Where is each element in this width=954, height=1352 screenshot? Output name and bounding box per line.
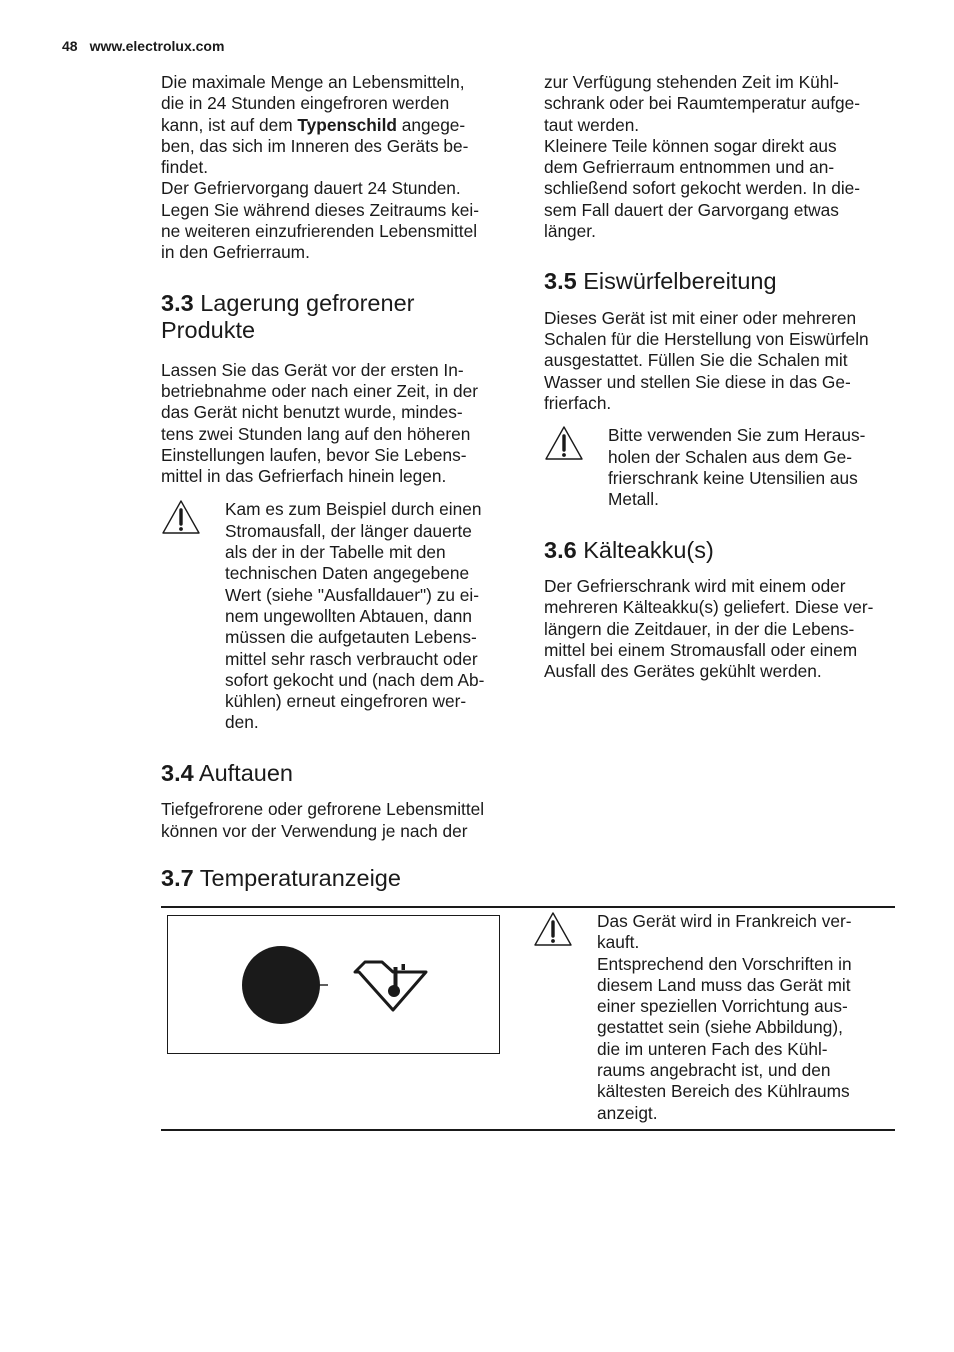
text-line: anzeigt. [597,1102,658,1123]
warning-triangle-icon [161,499,201,535]
text-line: Die maximale Menge an Lebensmitteln, [161,72,465,92]
text-line: Der Gefrierschrank wird mit einem oder [544,576,846,597]
table-top-rule [161,906,895,908]
text-line: Der Gefriervorgang dauert 24 Stunden. [161,178,461,199]
section-title: Kälteakku(s) [576,536,714,563]
text-line: schließend sofort gekocht werden. In die- [544,178,861,199]
text-line: Stromausfall, der länger dauerte [225,520,472,541]
text-line: diesem Land muss das Gerät mit [597,974,851,995]
text-line: ben, das sich im Inneren des Geräts be- [161,135,469,156]
text-line: tens zwei Stunden lang auf den höheren [161,423,471,444]
text-line: schrank oder bei Raumtemperatur aufge- [544,93,861,114]
section-heading-3-7 [161,865,401,893]
text-line: mittel in das Gefrierfach hinein legen. [161,466,447,487]
text-line: Ausfall des Gerätes gekühlt werden. [544,661,822,682]
page-number: 48 [62,38,78,54]
section-3-6-paragraph [544,576,896,682]
text-line: sofort gekocht und (nach dem Ab- [225,669,485,690]
text-line: kühlen) erneut eingefroren wer- [225,691,467,712]
text-line: den. [225,712,259,733]
warning-box-3-7 [533,911,949,1124]
continued-paragraph [544,72,896,242]
section-number: 3.6 [544,536,577,563]
text-line: einer speziellen Vorrichtung aus- [597,996,848,1017]
text-line: angege- [396,114,466,135]
text-line: Entsprechend den Vorschriften in [597,953,852,974]
text-line: betriebnahme oder nach einer Zeit, in der [161,380,479,401]
text-line: das Gerät nicht benutzt wurde, mindes- [161,402,463,423]
text-line: längern die Zeitdauer, in der die Lebens- [544,618,855,639]
section-3-5-paragraph [544,308,896,414]
warning-text [597,911,949,1124]
section-heading-3-6 [544,537,896,565]
text-line: findet. [161,157,209,178]
text-line: mittel sehr rasch verbraucht oder [225,648,478,669]
section-heading-3-4 [161,760,513,788]
right-column [544,72,896,683]
text-line: mittel bei einem Stromausfall oder einem [544,639,858,660]
text-line: Kam es zum Beispiel durch einen [225,499,482,520]
section-title: Produkte [161,317,256,344]
text-line: Wert (siehe "Ausfalldauer") zu ei- [225,584,479,605]
text-line: frierfach. [544,393,612,414]
text-line: Lassen Sie das Gerät vor der ersten In- [161,359,464,380]
section-title: Lagerung gefrorener [193,289,415,316]
text-line: können vor der Verwendung je nach der [161,820,468,841]
text-line: Kleinere Teile können sogar direkt aus [544,135,837,156]
text-line: Legen Sie während dieses Zeitraums kei- [161,199,479,220]
website-url: www.electrolux.com [89,38,225,54]
section-heading-3-3 [161,290,513,345]
warning-triangle-icon [533,911,573,947]
table-bottom-rule [161,1129,895,1131]
text-line: Tiefgefrorene oder gefrorene Lebensmittel [161,799,485,820]
temperature-indicator-illustration [168,916,498,1052]
intro-paragraph [161,72,513,264]
text-line: holen der Schalen aus dem Ge- [608,446,853,467]
left-column [161,72,513,842]
text-line: sem Fall dauert der Garvorgang etwas [544,199,839,220]
text-line: Schalen für die Herstellung von Eiswürfeln [544,329,869,350]
section-title: Eiswürfelbereitung [576,268,777,295]
warning-box-3-5 [544,425,896,510]
section-title: Temperaturanzeige [193,865,401,891]
section-number: 3.3 [161,289,194,316]
section-3-3-paragraph [161,360,513,488]
text-line: Dieses Gerät ist mit einer oder mehreren [544,307,857,328]
text-line: mehreren Kälteakku(s) geliefert. Diese ver- [544,597,874,618]
text-line: in den Gefrierraum. [161,242,310,263]
warning-text [608,425,896,510]
text-line: die im unteren Fach des Kühl- [597,1038,828,1059]
section-3-4-paragraph [161,799,513,842]
section-heading-3-5 [544,268,896,296]
text-line: kann, ist auf dem [161,114,298,135]
text-line: kauft. [597,932,640,953]
text-line: taut werden. [544,114,640,135]
text-line: frierschrank keine Utensilien aus [608,467,858,488]
text-line: die in 24 Stunden eingefroren werden [161,93,450,114]
warning-triangle-icon [544,425,584,461]
text-line: länger. [544,221,596,242]
text-line: müssen die aufgetauten Lebens- [225,627,477,648]
text-line: kältesten Bereich des Kühlraums [597,1081,850,1102]
text-line: Einstellungen laufen, bevor Sie Lebens- [161,444,467,465]
temperature-indicator-figure [167,915,500,1054]
text-line: Wasser und stellen Sie diese in das Ge- [544,371,851,392]
section-number: 3.4 [161,759,194,786]
text-line: technischen Daten angegebene [225,563,470,584]
text-line: gestattet sein (siehe Abbildung), [597,1017,843,1038]
section-number: 3.5 [544,268,577,295]
section-title: Auftauen [193,759,293,786]
text-line: dem Gefrierraum entnommen und an- [544,157,835,178]
page-header [62,38,224,54]
text-line: nem ungewollten Abtauen, dann [225,605,472,626]
text-line: Bitte verwenden Sie zum Heraus- [608,425,866,446]
indicator-disc-icon [242,946,320,1024]
text-line: als der in der Tabelle mit den [225,542,446,563]
warning-box-3-3 [161,499,513,733]
text-line: ne weiteren einzufrierenden Lebensmittel [161,221,478,242]
ok-symbol-icon [355,962,426,1010]
emphasis-typenschild: Typenschild [297,114,397,135]
text-line: Metall. [608,489,659,510]
warning-text [225,499,513,733]
text-line: ausgestattet. Füllen Sie die Schalen mit [544,350,848,371]
section-number: 3.7 [161,865,194,891]
text-line: Das Gerät wird in Frankreich ver- [597,911,852,931]
text-line: zur Verfügung stehenden Zeit im Kühl- [544,72,839,92]
text-line: raums angebracht ist, und den [597,1060,831,1081]
